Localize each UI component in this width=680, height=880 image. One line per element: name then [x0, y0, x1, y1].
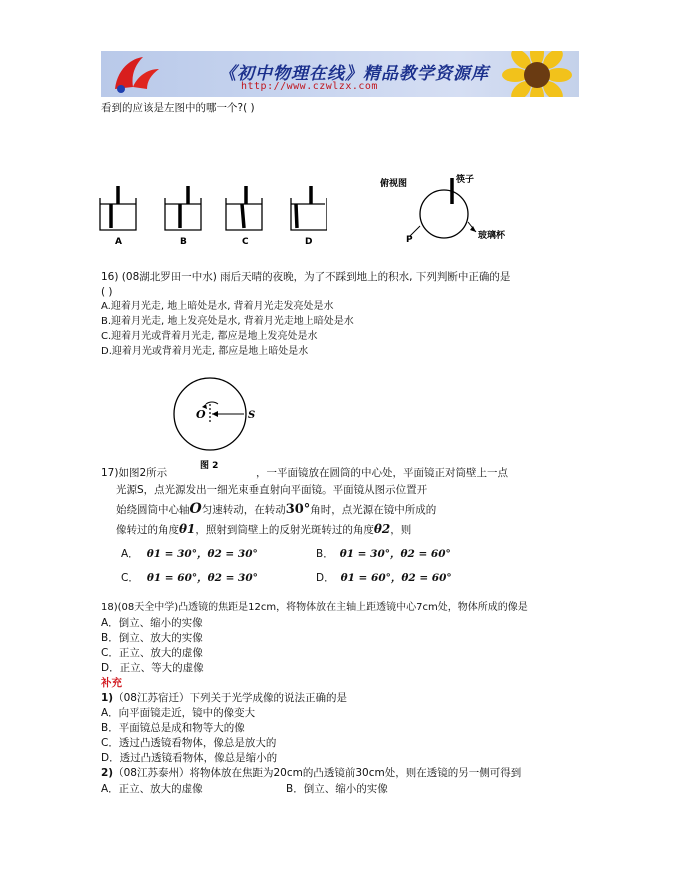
s1-number: 1)	[101, 692, 114, 704]
q17-line3b: 匀速转动，在转动	[201, 504, 286, 516]
fig-label-a: A	[115, 237, 122, 247]
cup-label: 玻璃杯	[478, 231, 506, 241]
fig-label-c: C	[242, 237, 249, 247]
header-banner	[101, 51, 579, 97]
q17-line3	[116, 502, 436, 517]
fig2-s-label: S	[248, 410, 256, 421]
q17-theta2: θ2	[373, 522, 391, 536]
q18-stem: 18)(08天全中学)凸透镜的焦距是12cm，将物体放在主轴上距透镜中心7cm处，物体所成的像是	[101, 602, 528, 613]
q17-line2: 光源S，点光源发出一细光束垂直射向平面镜。平面镜从图示位置开	[116, 484, 428, 496]
s2-stem: （08江苏泰州）将物体放在焦距为20cm的凸透镜前30cm处，则在透镜的另一侧可得到	[113, 767, 522, 779]
top-view-figure	[372, 172, 522, 250]
fig2-o-label: O	[196, 408, 206, 421]
s1-option-a: A．向平面镜走近，镜中的像变大	[101, 707, 256, 719]
q17-option-b-expr: θ1 = 30°，θ2 = 60°	[339, 548, 451, 560]
q16-option-d: D.迎着月光或背着月光走, 都应是地上暗处是水	[101, 346, 309, 357]
s2-number: 2)	[101, 767, 114, 779]
q17-line4c: ，则	[390, 524, 412, 536]
s2-option-a: A．正立、放大的虚像	[101, 783, 203, 795]
q16-stem: 16) (08湖北罗田一中水) 雨后天晴的夜晚，为了不踩到地上的积水, 下列判断中正确的是	[101, 271, 511, 283]
q17-line1b: ，一平面镜放在圆筒的中心处，平面镜正对筒壁上一点	[256, 467, 508, 479]
q17-theta1: θ1	[179, 522, 196, 536]
q17-option-b: B． θ1 = 30°，θ2 = 60°	[316, 548, 451, 560]
q18-option-c: C．正立、放大的虚像	[101, 647, 203, 659]
q17-line1a: 17)如图2所示	[101, 467, 168, 479]
q17-option-a: A． θ1 = 30°，θ2 = 30°	[121, 548, 258, 560]
q17-line3a: 始绕圆筒中心轴	[116, 504, 190, 516]
q16-paren: ( )	[101, 286, 113, 298]
fig-label-b: B	[180, 237, 187, 247]
q17-option-d: D． θ1 = 60°，θ2 = 60°	[316, 572, 452, 584]
s1-stem: （08江苏宿迁）下列关于光学成像的说法正确的是	[113, 692, 347, 704]
banner-title: 《初中物理在线》精品教学资源库	[219, 64, 489, 84]
q17-line4b: ，照射到筒壁上的反射光斑转过的角度	[195, 524, 374, 536]
chopstick-label: 筷子	[456, 175, 475, 185]
q18-option-a: A．倒立、缩小的实像	[101, 617, 203, 629]
q16-option-c: C.迎着月光或背着月光走, 都应是地上发亮处是水	[101, 331, 318, 342]
fig-label-d: D	[305, 237, 313, 247]
s2-option-b: B．倒立、缩小的实像	[286, 783, 388, 795]
q17-option-c: C． θ1 = 60°，θ2 = 30°	[121, 572, 258, 584]
q16-option-a: A.迎着月光走, 地上暗处是水, 背着月光走发亮处是水	[101, 301, 334, 312]
s1-stem-line	[101, 691, 347, 705]
q16-option-b: B.迎着月光走, 地上发亮处是水, 背着月光走地上暗处是水	[101, 316, 354, 327]
q18-option-d: D．正立、等大的虚像	[101, 662, 204, 674]
s2-stem-line	[101, 766, 521, 780]
q17-axis-symbol: O	[189, 501, 202, 517]
beaker-figure	[96, 184, 280, 250]
sunflower-icon	[493, 51, 579, 97]
supplement-heading: 补充	[101, 677, 122, 689]
top-view-label: 俯视图	[380, 179, 408, 189]
s1-option-b: B．平面镜总是成和物等大的像	[101, 722, 245, 734]
banner-url: http://www.czwlzx.com	[241, 81, 378, 92]
q17-option-d-expr: θ1 = 60°，θ2 = 60°	[340, 572, 452, 584]
s1-option-d: D．透过凸透镜看物体，像总是缩小的	[101, 752, 278, 764]
figure-2	[170, 374, 260, 470]
q18-option-b: B．倒立、放大的实像	[101, 632, 203, 644]
p-label: P	[406, 235, 413, 245]
intro-question-line: 看到的应该是左图中的哪一个?( )	[101, 102, 255, 114]
q17-line3c: 角时，点光源在镜中所成的	[310, 504, 437, 516]
q17-option-c-expr: θ1 = 60°，θ2 = 30°	[146, 572, 258, 584]
logo-icon	[107, 53, 167, 95]
beaker-figure-d	[287, 184, 327, 250]
s1-option-c: C．透过凸透镜看物体，像总是放大的	[101, 737, 277, 749]
q17-line4a: 像转过的角度	[116, 524, 179, 536]
fig2-caption: 图 2	[200, 461, 219, 470]
q17-option-a-expr: θ1 = 30°，θ2 = 30°	[146, 548, 258, 560]
q17-angle: 30°	[285, 502, 311, 517]
q17-line4	[116, 522, 411, 537]
